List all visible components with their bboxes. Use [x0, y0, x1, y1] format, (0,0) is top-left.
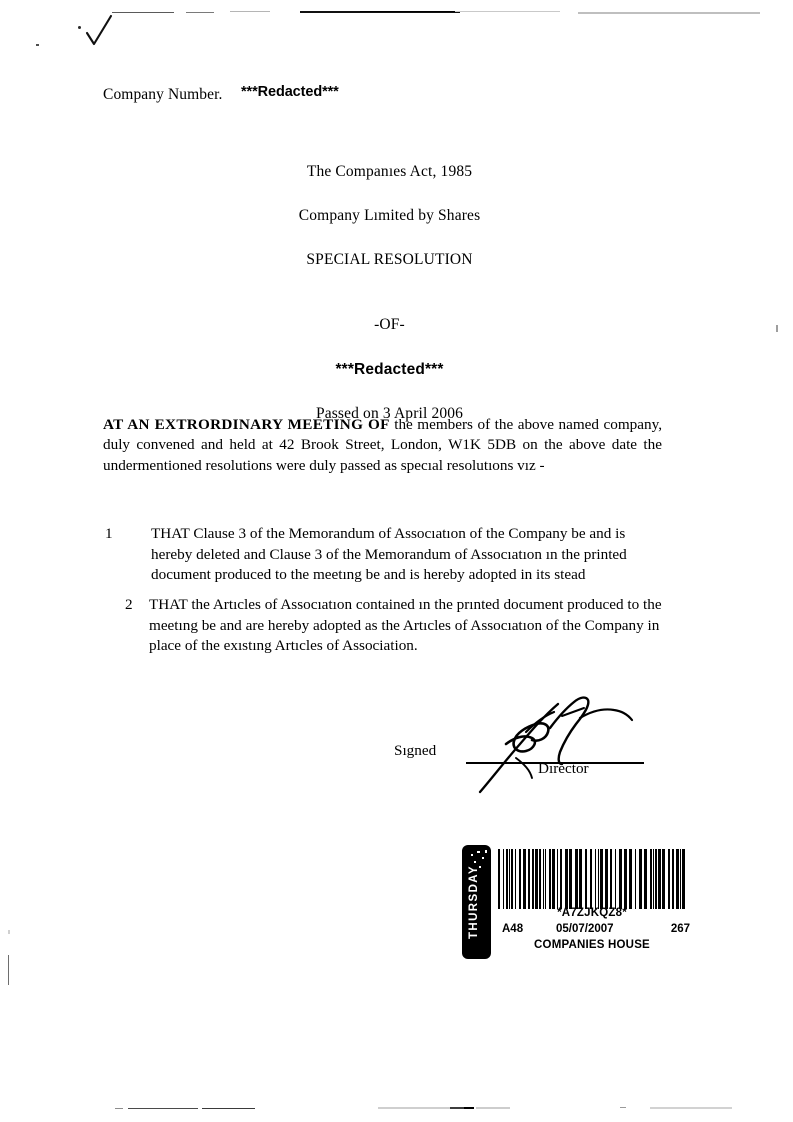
companies-house-stamp	[458, 843, 690, 961]
clause-text: THAT the Artıcles of Assocıatıon contained ın the prınted document produced to the meetıng be and are hereby adopted as the Artıcles of Assocıatıon of the Company in place of the exıstıng Artıcles of Association.	[149, 596, 662, 654]
stamp-detail-row	[494, 923, 690, 939]
resolution-clause	[105, 524, 665, 586]
barcode-image	[498, 849, 686, 909]
company-name-line: ***Redacted***	[335, 361, 444, 378]
scan-edge-line	[360, 11, 470, 12]
sequence-number-label: 267	[670, 923, 690, 935]
preamble-text: the members of the above named company, duly convened and held at 42 Brook Street, London, W1K 5DB on the above date the undermentioned resolutions were duly passed as specıal resolutıons vız -	[103, 416, 662, 474]
companies-act-line: The Companıes Act, 1985	[306, 163, 473, 180]
scan-edge-line	[202, 1108, 255, 1109]
signed-label: Sıgned	[394, 742, 437, 759]
resolution-type-line: SPECIAL RESOLUTION	[306, 251, 473, 268]
scan-edge-line	[115, 1108, 123, 1109]
scan-speck	[78, 26, 81, 29]
scan-edge-line	[186, 12, 214, 13]
barcode-caption: *A7ZJKQZ8*	[557, 907, 627, 919]
scan-edge-line	[455, 11, 560, 12]
scan-edge-line	[578, 12, 760, 14]
resolution-clause	[125, 595, 666, 657]
clause-text: THAT Clause 3 of the Memorandum of Assocıatıon of the Company be and is hereby deleted and Clause 3 of the Memorandum of Assocıatıon ın the printed document produced to the meetıng be and is hereby adopted in its stead	[151, 525, 627, 583]
scan-edge-line	[378, 1107, 450, 1109]
clause-number: 1	[105, 525, 113, 542]
handwritten-signature	[466, 694, 656, 794]
company-type-line: Company Lımited by Shares	[298, 207, 481, 224]
director-label: Dırector	[538, 760, 589, 777]
title-block	[0, 163, 793, 423]
scan-edge-line	[128, 1108, 198, 1109]
scan-edge-line	[464, 1107, 474, 1109]
company-number-value: ***Redacted***	[241, 84, 339, 100]
preamble-lead-in: AT AN EXTRORDINARY MEETING OF	[103, 416, 390, 433]
day-of-week-label: THURSDAY	[468, 864, 480, 940]
scan-edge-line	[650, 1107, 732, 1109]
scan-edge-line	[112, 12, 174, 13]
passed-on-date-line: Passed on 3 April 2006	[315, 405, 464, 422]
company-number-label: Company Number.	[103, 86, 223, 103]
scan-speck	[8, 930, 10, 934]
clause-number: 2	[125, 596, 133, 613]
scan-edge-line	[620, 1107, 626, 1108]
authority-label: COMPANIES HOUSE	[534, 939, 650, 951]
scan-edge-line	[230, 11, 270, 12]
scan-speck	[36, 44, 39, 46]
form-code-label: A48	[502, 923, 524, 935]
preamble-paragraph	[103, 415, 662, 476]
stamp-speck	[485, 850, 487, 853]
stamp-date-label: 05/07/2007	[556, 923, 614, 935]
handwritten-checkmark-icon	[84, 14, 114, 48]
scan-edge-line	[450, 1107, 464, 1109]
of-separator-line: -OF-	[374, 316, 405, 333]
day-tab	[462, 845, 491, 959]
scan-edge-line	[8, 955, 9, 985]
scan-edge-line	[476, 1107, 510, 1109]
